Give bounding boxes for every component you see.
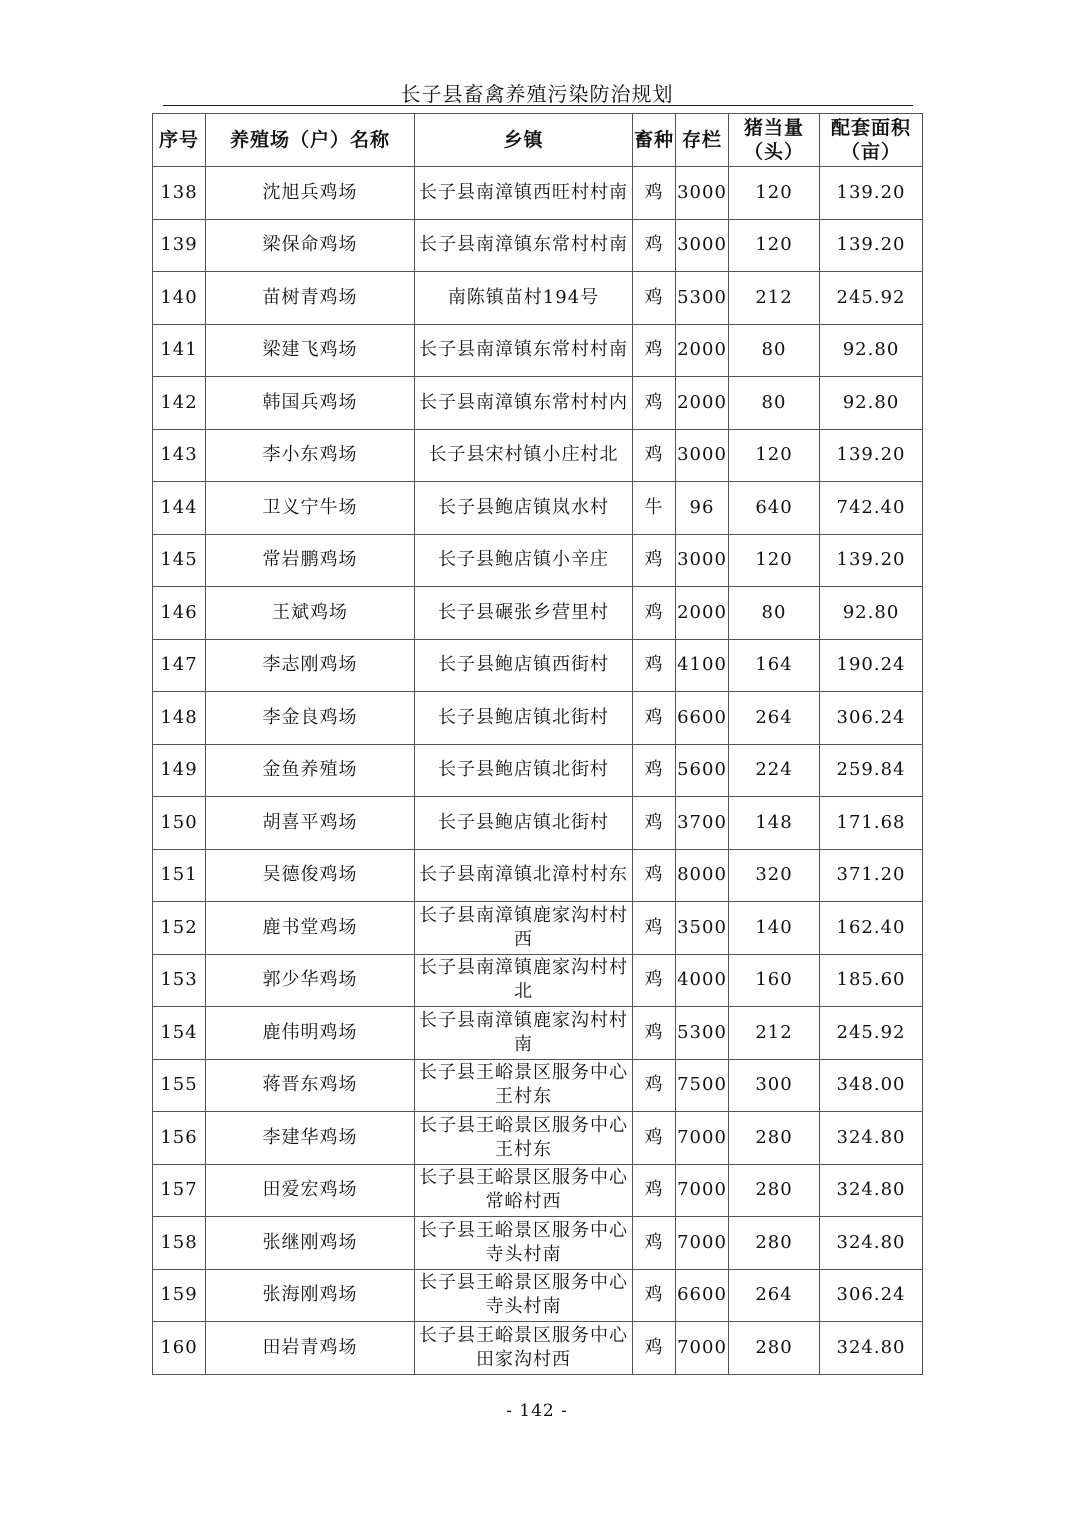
cell-town: 长子县王峪景区服务中心常峪村西 bbox=[415, 1164, 633, 1217]
cell-species: 鸡 bbox=[633, 1322, 676, 1375]
cell-index: 145 bbox=[153, 534, 206, 587]
cell-farm-name: 鹿书堂鸡场 bbox=[206, 902, 415, 955]
cell-town: 长子县鲍店镇西街村 bbox=[415, 639, 633, 692]
cell-index: 153 bbox=[153, 954, 206, 1007]
table-row bbox=[153, 167, 923, 220]
cell-stock: 4000 bbox=[676, 954, 729, 1007]
table-row bbox=[153, 744, 923, 797]
cell-farm-name: 张继刚鸡场 bbox=[206, 1217, 415, 1270]
cell-index: 157 bbox=[153, 1164, 206, 1217]
cell-stock: 3000 bbox=[676, 534, 729, 587]
header-rule bbox=[163, 105, 913, 106]
cell-area: 324.80 bbox=[820, 1322, 923, 1375]
cell-pig-equivalent: 148 bbox=[729, 797, 820, 850]
cell-stock: 5600 bbox=[676, 744, 729, 797]
cell-town: 长子县王峪景区服务中心王村东 bbox=[415, 1112, 633, 1165]
cell-index: 160 bbox=[153, 1322, 206, 1375]
cell-farm-name: 田岩青鸡场 bbox=[206, 1322, 415, 1375]
cell-stock: 5300 bbox=[676, 272, 729, 325]
cell-pig-equivalent: 80 bbox=[729, 587, 820, 640]
table-row bbox=[153, 1269, 923, 1322]
cell-pig-equivalent: 164 bbox=[729, 639, 820, 692]
cell-area: 139.20 bbox=[820, 534, 923, 587]
cell-pig-equivalent: 160 bbox=[729, 954, 820, 1007]
cell-stock: 3000 bbox=[676, 429, 729, 482]
cell-area: 259.84 bbox=[820, 744, 923, 797]
header-row bbox=[153, 114, 923, 167]
cell-species: 鸡 bbox=[633, 902, 676, 955]
cell-farm-name: 蒋晋东鸡场 bbox=[206, 1059, 415, 1112]
cell-area: 324.80 bbox=[820, 1164, 923, 1217]
page-number: - 142 - bbox=[506, 1401, 568, 1421]
cell-pig-equivalent: 120 bbox=[729, 167, 820, 220]
cell-index: 150 bbox=[153, 797, 206, 850]
cell-index: 141 bbox=[153, 324, 206, 377]
cell-area: 139.20 bbox=[820, 167, 923, 220]
cell-species: 鸡 bbox=[633, 219, 676, 272]
col-header-area: 配套面积（亩） bbox=[820, 114, 923, 167]
cell-stock: 2000 bbox=[676, 377, 729, 430]
cell-area: 92.80 bbox=[820, 324, 923, 377]
cell-pig-equivalent: 300 bbox=[729, 1059, 820, 1112]
cell-farm-name: 胡喜平鸡场 bbox=[206, 797, 415, 850]
cell-farm-name: 田爱宏鸡场 bbox=[206, 1164, 415, 1217]
cell-town: 长子县王峪景区服务中心寺头村南 bbox=[415, 1217, 633, 1270]
cell-area: 324.80 bbox=[820, 1217, 923, 1270]
cell-stock: 7500 bbox=[676, 1059, 729, 1112]
cell-index: 152 bbox=[153, 902, 206, 955]
cell-pig-equivalent: 640 bbox=[729, 482, 820, 535]
cell-index: 154 bbox=[153, 1007, 206, 1060]
cell-index: 147 bbox=[153, 639, 206, 692]
cell-index: 156 bbox=[153, 1112, 206, 1165]
cell-index: 149 bbox=[153, 744, 206, 797]
farm-table bbox=[152, 113, 923, 1375]
cell-pig-equivalent: 120 bbox=[729, 534, 820, 587]
table-row bbox=[153, 482, 923, 535]
cell-area: 139.20 bbox=[820, 429, 923, 482]
cell-index: 159 bbox=[153, 1269, 206, 1322]
col-header-farm-name: 养殖场（户）名称 bbox=[206, 114, 415, 167]
col-header-stock: 存栏 bbox=[676, 114, 729, 167]
cell-index: 158 bbox=[153, 1217, 206, 1270]
table-row bbox=[153, 1217, 923, 1270]
cell-species: 鸡 bbox=[633, 1007, 676, 1060]
cell-species: 鸡 bbox=[633, 587, 676, 640]
table-row bbox=[153, 849, 923, 902]
cell-index: 142 bbox=[153, 377, 206, 430]
col-header-species: 畜种 bbox=[633, 114, 676, 167]
cell-stock: 7000 bbox=[676, 1217, 729, 1270]
cell-town: 长子县南漳镇东常村村南 bbox=[415, 219, 633, 272]
cell-town: 长子县南漳镇东常村村内 bbox=[415, 377, 633, 430]
cell-farm-name: 梁保命鸡场 bbox=[206, 219, 415, 272]
cell-pig-equivalent: 280 bbox=[729, 1164, 820, 1217]
cell-stock: 3000 bbox=[676, 167, 729, 220]
cell-area: 190.24 bbox=[820, 639, 923, 692]
cell-pig-equivalent: 140 bbox=[729, 902, 820, 955]
cell-area: 742.40 bbox=[820, 482, 923, 535]
cell-pig-equivalent: 120 bbox=[729, 429, 820, 482]
col-header-pig-equivalent: 猪当量（头） bbox=[729, 114, 820, 167]
cell-species: 鸡 bbox=[633, 1164, 676, 1217]
table-body bbox=[153, 167, 923, 1375]
cell-town: 长子县碾张乡营里村 bbox=[415, 587, 633, 640]
cell-farm-name: 张海刚鸡场 bbox=[206, 1269, 415, 1322]
table-row bbox=[153, 587, 923, 640]
cell-stock: 6600 bbox=[676, 692, 729, 745]
page-header-title: 长子县畜禽养殖污染防治规划 bbox=[400, 82, 674, 106]
cell-town: 南陈镇苗村194号 bbox=[415, 272, 633, 325]
cell-stock: 96 bbox=[676, 482, 729, 535]
cell-index: 138 bbox=[153, 167, 206, 220]
cell-town: 长子县王峪景区服务中心寺头村南 bbox=[415, 1269, 633, 1322]
cell-species: 鸡 bbox=[633, 167, 676, 220]
cell-index: 155 bbox=[153, 1059, 206, 1112]
cell-species: 牛 bbox=[633, 482, 676, 535]
table-row bbox=[153, 1112, 923, 1165]
cell-town: 长子县南漳镇东常村村南 bbox=[415, 324, 633, 377]
cell-pig-equivalent: 212 bbox=[729, 1007, 820, 1060]
cell-stock: 3000 bbox=[676, 219, 729, 272]
table-row bbox=[153, 534, 923, 587]
cell-species: 鸡 bbox=[633, 954, 676, 1007]
cell-stock: 7000 bbox=[676, 1164, 729, 1217]
cell-species: 鸡 bbox=[633, 534, 676, 587]
cell-farm-name: 鹿伟明鸡场 bbox=[206, 1007, 415, 1060]
table-row bbox=[153, 324, 923, 377]
cell-index: 151 bbox=[153, 849, 206, 902]
cell-farm-name: 李志刚鸡场 bbox=[206, 639, 415, 692]
cell-stock: 4100 bbox=[676, 639, 729, 692]
cell-index: 140 bbox=[153, 272, 206, 325]
table-row bbox=[153, 797, 923, 850]
cell-farm-name: 卫义宁牛场 bbox=[206, 482, 415, 535]
cell-town: 长子县王峪景区服务中心王村东 bbox=[415, 1059, 633, 1112]
cell-area: 92.80 bbox=[820, 587, 923, 640]
cell-stock: 8000 bbox=[676, 849, 729, 902]
cell-area: 306.24 bbox=[820, 1269, 923, 1322]
cell-stock: 6600 bbox=[676, 1269, 729, 1322]
table-header bbox=[153, 114, 923, 167]
cell-farm-name: 李建华鸡场 bbox=[206, 1112, 415, 1165]
table-row bbox=[153, 272, 923, 325]
cell-farm-name: 李小东鸡场 bbox=[206, 429, 415, 482]
cell-species: 鸡 bbox=[633, 1112, 676, 1165]
cell-species: 鸡 bbox=[633, 429, 676, 482]
cell-species: 鸡 bbox=[633, 639, 676, 692]
cell-area: 306.24 bbox=[820, 692, 923, 745]
table-row bbox=[153, 377, 923, 430]
cell-farm-name: 吴德俊鸡场 bbox=[206, 849, 415, 902]
cell-species: 鸡 bbox=[633, 1269, 676, 1322]
cell-farm-name: 常岩鹏鸡场 bbox=[206, 534, 415, 587]
cell-area: 139.20 bbox=[820, 219, 923, 272]
cell-farm-name: 金鱼养殖场 bbox=[206, 744, 415, 797]
cell-town: 长子县鲍店镇北街村 bbox=[415, 744, 633, 797]
cell-species: 鸡 bbox=[633, 324, 676, 377]
cell-area: 348.00 bbox=[820, 1059, 923, 1112]
cell-pig-equivalent: 264 bbox=[729, 1269, 820, 1322]
cell-town: 长子县南漳镇鹿家沟村村西 bbox=[415, 902, 633, 955]
table-row bbox=[153, 1059, 923, 1112]
cell-pig-equivalent: 224 bbox=[729, 744, 820, 797]
cell-town: 长子县鲍店镇小辛庄 bbox=[415, 534, 633, 587]
cell-area: 171.68 bbox=[820, 797, 923, 850]
cell-stock: 5300 bbox=[676, 1007, 729, 1060]
cell-species: 鸡 bbox=[633, 692, 676, 745]
cell-farm-name: 梁建飞鸡场 bbox=[206, 324, 415, 377]
cell-town: 长子县鲍店镇岚水村 bbox=[415, 482, 633, 535]
cell-town: 长子县鲍店镇北街村 bbox=[415, 692, 633, 745]
cell-stock: 3700 bbox=[676, 797, 729, 850]
cell-farm-name: 沈旭兵鸡场 bbox=[206, 167, 415, 220]
cell-stock: 3500 bbox=[676, 902, 729, 955]
cell-stock: 2000 bbox=[676, 324, 729, 377]
table-row bbox=[153, 429, 923, 482]
cell-area: 185.60 bbox=[820, 954, 923, 1007]
cell-farm-name: 郭少华鸡场 bbox=[206, 954, 415, 1007]
cell-species: 鸡 bbox=[633, 744, 676, 797]
cell-town: 长子县南漳镇鹿家沟村村北 bbox=[415, 954, 633, 1007]
cell-pig-equivalent: 264 bbox=[729, 692, 820, 745]
cell-stock: 7000 bbox=[676, 1322, 729, 1375]
table-row bbox=[153, 639, 923, 692]
cell-farm-name: 苗树青鸡场 bbox=[206, 272, 415, 325]
table-row bbox=[153, 1164, 923, 1217]
cell-area: 162.40 bbox=[820, 902, 923, 955]
cell-pig-equivalent: 120 bbox=[729, 219, 820, 272]
table-row bbox=[153, 219, 923, 272]
cell-pig-equivalent: 280 bbox=[729, 1322, 820, 1375]
cell-index: 144 bbox=[153, 482, 206, 535]
cell-index: 139 bbox=[153, 219, 206, 272]
cell-town: 长子县宋村镇小庄村北 bbox=[415, 429, 633, 482]
cell-area: 371.20 bbox=[820, 849, 923, 902]
cell-farm-name: 王斌鸡场 bbox=[206, 587, 415, 640]
cell-species: 鸡 bbox=[633, 1217, 676, 1270]
cell-pig-equivalent: 80 bbox=[729, 324, 820, 377]
cell-species: 鸡 bbox=[633, 1059, 676, 1112]
col-header-index: 序号 bbox=[153, 114, 206, 167]
cell-stock: 2000 bbox=[676, 587, 729, 640]
cell-species: 鸡 bbox=[633, 849, 676, 902]
cell-town: 长子县南漳镇西旺村村南 bbox=[415, 167, 633, 220]
cell-town: 长子县王峪景区服务中心田家沟村西 bbox=[415, 1322, 633, 1375]
cell-farm-name: 李金良鸡场 bbox=[206, 692, 415, 745]
cell-area: 324.80 bbox=[820, 1112, 923, 1165]
table-row bbox=[153, 1322, 923, 1375]
cell-species: 鸡 bbox=[633, 272, 676, 325]
cell-pig-equivalent: 80 bbox=[729, 377, 820, 430]
cell-town: 长子县鲍店镇北街村 bbox=[415, 797, 633, 850]
cell-pig-equivalent: 280 bbox=[729, 1217, 820, 1270]
cell-stock: 7000 bbox=[676, 1112, 729, 1165]
col-header-town: 乡镇 bbox=[415, 114, 633, 167]
cell-index: 146 bbox=[153, 587, 206, 640]
cell-pig-equivalent: 212 bbox=[729, 272, 820, 325]
cell-town: 长子县南漳镇北漳村村东 bbox=[415, 849, 633, 902]
cell-index: 148 bbox=[153, 692, 206, 745]
cell-species: 鸡 bbox=[633, 797, 676, 850]
cell-area: 92.80 bbox=[820, 377, 923, 430]
table-row bbox=[153, 1007, 923, 1060]
table-row bbox=[153, 692, 923, 745]
cell-pig-equivalent: 280 bbox=[729, 1112, 820, 1165]
cell-area: 245.92 bbox=[820, 272, 923, 325]
cell-pig-equivalent: 320 bbox=[729, 849, 820, 902]
table-row bbox=[153, 902, 923, 955]
cell-area: 245.92 bbox=[820, 1007, 923, 1060]
cell-farm-name: 韩国兵鸡场 bbox=[206, 377, 415, 430]
table-row bbox=[153, 954, 923, 1007]
cell-species: 鸡 bbox=[633, 377, 676, 430]
cell-town: 长子县南漳镇鹿家沟村村南 bbox=[415, 1007, 633, 1060]
cell-index: 143 bbox=[153, 429, 206, 482]
